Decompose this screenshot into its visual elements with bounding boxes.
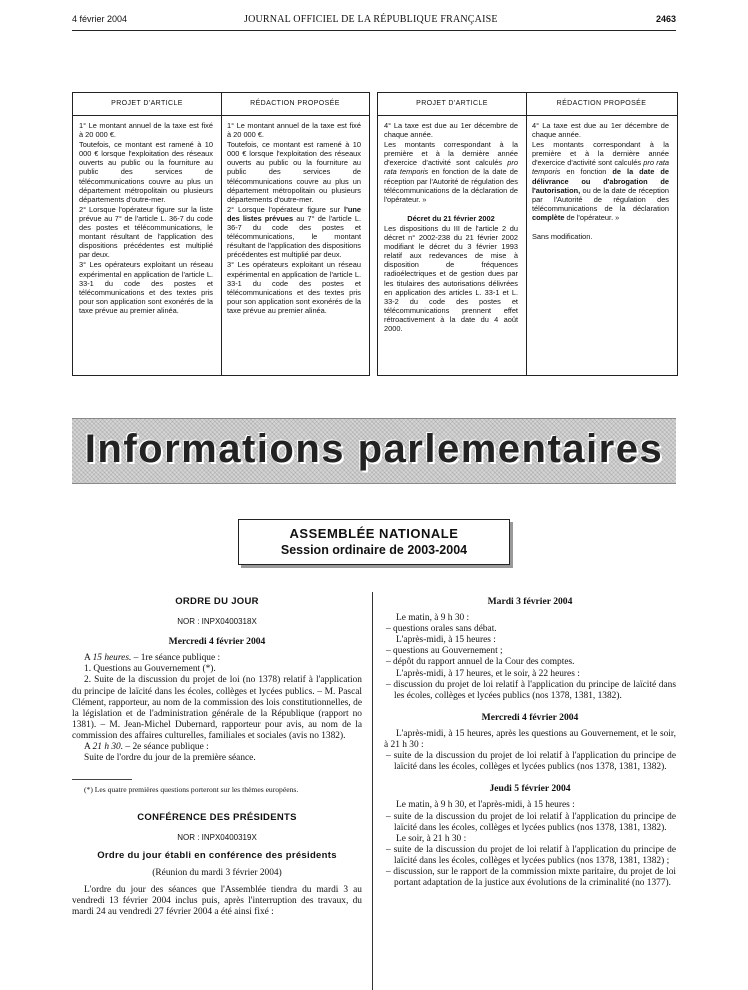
column-divider — [372, 592, 373, 990]
table-subheading — [384, 214, 518, 223]
right-column — [384, 596, 676, 889]
time: 15 heures. — [92, 653, 132, 664]
table-paragraph: 2° Lorsque l'opérateur figure sur la liste prévue au 7° de l'article L. 36-7 du code des postes et télécommunications, le montant résultant de l'application des dispositions précédentes est multiplié par deux. — [79, 204, 213, 260]
table-text: en fonction de la date de réception par l'Autorité de régulation des télécommunications de la déclaration de l'opérateur. » — [384, 167, 518, 204]
list-item: – questions orales sans débat. — [386, 624, 497, 635]
text: A — [84, 653, 91, 664]
assembly-session: Session ordinaire de 2003-2004 — [280, 543, 468, 557]
paragraph: Suite de l'ordre du jour de la première séance. — [84, 753, 256, 764]
table-paragraph: 1° Le montant annuel de la taxe est fixé à 20 000 €. — [227, 121, 361, 140]
paragraph: L'ordre du jour des séances que l'Assemblée tiendra du mardi 3 au vendredi 13 février 2004 inclus puis, après l'interruption des travaux, du mardi 24 au vendredi 27 février 2004 a été ainsi fixé : — [72, 884, 362, 917]
table-paragraph: 3° Les opérateurs exploitant un réseau expérimental en application de l'article L. 33-1 du code des postes et télécommunications et des textes pris pour son application sont exonérés de la taxe prévue au premier alinéa. — [79, 260, 213, 315]
table-text: au 7° de l'article L. 36-7 du code des postes et télécommunications, le montant résultant de l'application des dispositions précédentes est multiplié par deux. — [227, 213, 362, 260]
paragraph: 2. Suite de la discussion du projet de loi (no 1378) relatif à l'application du principe de laïcité dans les écoles, collèges et lycées publics. – M. Pascal Clément, rapporteur, au nom de la commission des lois constitutionnelles, de la législation et de l'administration générale de la République (rapport no 1381). – M. Jean-Michel Dubernard, rapporteur pour avis, au nom de la commission des affaires culturelles, familiales et sociales (avis no 1382). — [72, 675, 362, 741]
table-text: Les montants correspondant à la première et à la dernière année d'exercice d'activité sont calculés — [384, 140, 518, 168]
banner-title: Informations parlementaires — [84, 427, 664, 471]
paragraph — [72, 653, 362, 664]
table-text: ou de la date de réception par l'Autorité de régulation des télécommunications de la déclaration — [532, 185, 670, 213]
header-date: 4 février 2004 — [72, 14, 128, 24]
table-bold-text: de la date de délivrance ou d'abrogation de l'autorisation, — [532, 167, 669, 195]
table-paragraph: Toutefois, ce montant est ramené à 10 000 € lorsque l'exploitation des réseaux ouverts au public ou la fourniture au public des services de télécommunications couvre au plus un département métropolitain ou plusieurs départements d'outre-mer. — [227, 140, 361, 204]
text: – 1re séance publique : — [133, 653, 221, 664]
conference-nor: NOR : INPX0400319X — [177, 833, 257, 843]
table-paragraph: 4° La taxe est due au 1er décembre de chaque année. — [384, 121, 518, 140]
header-page-number: 2463 — [655, 14, 676, 24]
date-heading: Mardi 3 février 2004 — [487, 596, 573, 607]
assembly-title: ASSEMBLÉE NATIONALE — [289, 526, 459, 541]
header-journal-title: JOURNAL OFFICIEL DE LA RÉPUBLIQUE FRANÇAISE — [244, 14, 498, 25]
paragraph: Le soir, à 21 h 30 : — [396, 833, 467, 844]
section-banner — [72, 418, 676, 484]
date-heading: Mercredi 4 février 2004 — [168, 636, 266, 648]
ordre-nor: NOR : INPX0400318X — [177, 617, 257, 627]
list-item: – suite de la discussion du projet de loi relatif à l'application du principe de laïcité dans les écoles, collèges et lycées publics (nos 1378, 1381, 1382). — [386, 751, 676, 773]
table-bold-text: complète — [532, 212, 565, 222]
conference-subtitle: Ordre du jour établi en conférence des présidents — [97, 850, 337, 862]
table-text: de l'opérateur. » — [566, 212, 620, 222]
table-divider — [221, 93, 222, 375]
footnote: (*) Les quatre premières questions porteront sur les thèmes européens. — [84, 785, 299, 795]
date-heading: Jeudi 5 février 2004 — [489, 783, 571, 795]
time: 21 h 30. — [92, 742, 124, 753]
paragraph: L'après-midi, à 17 heures, et le soir, à 22 heures : — [396, 668, 580, 679]
list-item: – dépôt du rapport annuel de la Cour des comptes. — [386, 657, 575, 668]
table-column-redaction — [227, 121, 361, 371]
paragraph: L'après-midi, à 15 heures, après les questions au Gouvernement, et le soir, à 21 h 30 : — [384, 728, 676, 751]
text: A — [84, 742, 91, 753]
list-item: – discussion, sur le rapport de la commission mixte paritaire, du projet de loi portant adaptation de la justice aux évolutions de la criminalité (no 1377). — [386, 866, 676, 889]
table-paragraph: Sans modification. — [532, 232, 593, 242]
conference-title: CONFÉRENCE DES PRÉSIDENTS — [137, 812, 297, 824]
list-item: – suite de la discussion du projet de loi relatif à l'application du principe de laïcité dans les écoles, collèges et lycées publics (nos 1378, 1381, 1382). — [386, 811, 676, 833]
list-item: – suite de la discussion du projet de loi relatif à l'application du principe de laïcité dans les écoles, collèges et lycées publics (nos 1378, 1381, 1382) ; — [386, 844, 676, 866]
table-paragraph — [532, 140, 669, 222]
assembly-box — [238, 519, 510, 565]
table-paragraph: Les dispositions du III de l'article 2 du décret n° 2002-238 du 21 février 2002 modifiant le décret du 3 février 1993 relatif aux redevances de mise à disposition de fréquences radioélectriques et de gestion dues par les titulaires des autorisations délivrées en application des articles L. 33-1 et L. 33-2 du code des postes et télécommunications prennent effet rétroactivement à la date du 4 août 2000. — [384, 223, 518, 333]
table-header-redaction: RÉDACTION PROPOSÉE — [526, 93, 677, 116]
decree-title: Décret du 21 février 2002 — [407, 213, 495, 223]
article-table-right — [377, 92, 678, 376]
paragraph: Le matin, à 9 h 30 : — [396, 613, 470, 624]
text: – 2e séance publique : — [125, 742, 209, 753]
paragraph: 1. Questions au Gouvernement (*). — [84, 664, 216, 675]
table-header-projet: PROJET D'ARTICLE — [378, 93, 526, 116]
table-italic-text: pro rata temporis — [532, 158, 669, 177]
table-text: en fonction — [566, 167, 607, 177]
footnote-rule — [72, 779, 132, 780]
table-paragraph: Toutefois, ce montant est ramené à 10 000 € lorsque l'exploitation des réseaux ouverts au public ou la fourniture au public des services de télécommunications couvre au plus un département métropolitain ou plusieurs départements d'outre-mer. — [79, 140, 213, 204]
table-divider — [526, 93, 527, 375]
paragraph — [72, 742, 362, 753]
date-heading: Mercredi 4 février 2004 — [481, 711, 579, 723]
header-rule — [72, 30, 676, 31]
table-column-redaction — [532, 121, 669, 371]
table-paragraph: 3° Les opérateurs exploitant un réseau expérimental en application de l'article L. 33-1 du code des postes et télécommunications et des textes pris pour son application sont exonérés de la taxe prévue au premier alinéa. — [227, 260, 361, 315]
article-table-left — [72, 92, 370, 376]
table-paragraph — [384, 140, 518, 204]
table-italic-text: pro rata temporis — [384, 158, 518, 177]
paragraph: Le matin, à 9 h 30, et l'après-midi, à 15 heures : — [396, 800, 575, 811]
left-column — [72, 596, 362, 918]
table-paragraph — [227, 205, 361, 260]
table-header-projet: PROJET D'ARTICLE — [73, 93, 221, 116]
list-item: – discussion du projet de loi relatif à l'application du principe de laïcité dans les écoles, collèges et lycées publics (nos 1378, 1381, 1382). — [386, 679, 676, 701]
list-item: – questions au Gouvernement ; — [386, 646, 503, 657]
table-paragraph: 4° La taxe est due au 1er décembre de chaque année. — [532, 121, 669, 140]
table-paragraph: 1° Le montant annuel de la taxe est fixé à 20 000 €. — [79, 121, 213, 140]
ordre-du-jour-title: ORDRE DU JOUR — [175, 596, 259, 607]
conference-meeting: (Réunion du mardi 3 février 2004) — [152, 867, 282, 878]
table-header-redaction: RÉDACTION PROPOSÉE — [221, 93, 369, 116]
table-text: Les montants correspondant à la première et à la dernière année d'exercice d'activité sont calculés — [532, 140, 669, 168]
paragraph: L'après-midi, à 15 heures : — [396, 635, 496, 646]
table-column-projet — [79, 121, 213, 371]
table-column-projet — [384, 121, 518, 371]
table-text: 2° Lorsque l'opérateur figure sur — [227, 204, 341, 214]
table-bold-text: l'une des listes prévues — [227, 204, 361, 223]
